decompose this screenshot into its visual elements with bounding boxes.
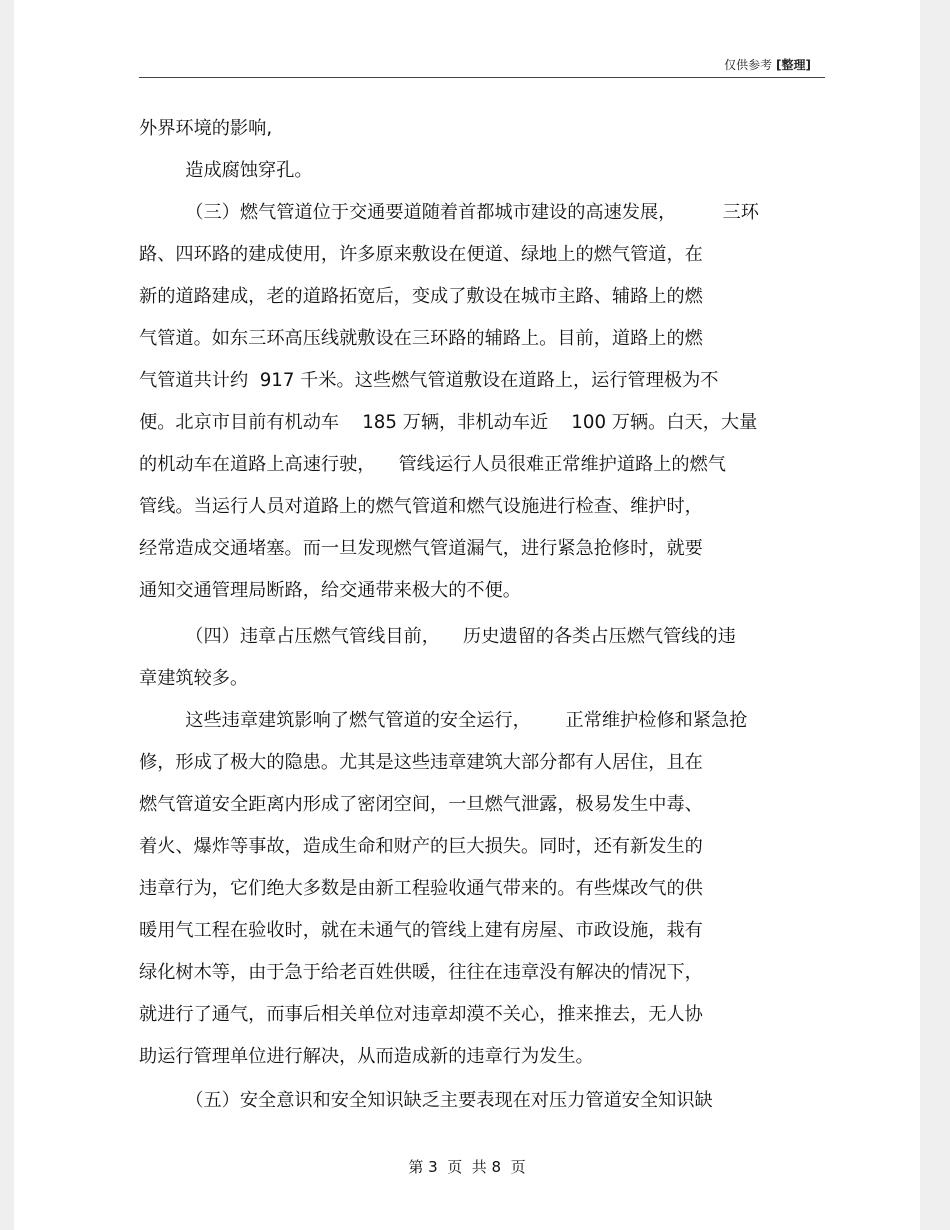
- text-line: 违章行为，它们绝大多数是由新工程验收通气带来的。有些煤改气的供: [139, 878, 703, 899]
- header-tag: [整理]: [776, 58, 811, 72]
- text-line: 修，形成了极大的隐患。尤其是这些违章建筑大部分都有人居住，且在: [139, 752, 703, 773]
- text-line: 路、四环路的建成使用，许多原来敷设在便道、绿地上的燃气管道，在: [139, 244, 703, 265]
- text-line: 管线。当运行人员对道路上的燃气管道和燃气设施进行检查、维护时，: [139, 496, 703, 517]
- text-line: （四）违章占压燃气管线目前， 历史遗留的各类占压燃气管线的违: [139, 626, 736, 647]
- document-page: [14, 0, 920, 1230]
- text-line: 外界环境的影响,: [139, 118, 273, 139]
- text-line: 通知交通管理局断路，给交通带来极大的不便。: [139, 580, 521, 601]
- page-number: 第 3 页 共 8 页: [408, 1158, 526, 1176]
- text-line: 燃气管道安全距离内形成了密闭空间，一旦燃气泄露，极易发生中毒、: [139, 794, 703, 815]
- text-line: 经常造成交通堵塞。而一旦发现燃气管道漏气，进行紧急抢修时，就要: [139, 538, 703, 559]
- header-note: 仅供参考: [724, 58, 773, 72]
- text-line: 章建筑较多。: [139, 668, 249, 689]
- text-line: 暖用气工程在验收时，就在未通气的管线上建有房屋、市政设施，栽有: [139, 920, 703, 941]
- text-line: 助运行管理单位进行解决，从而造成新的违章行为发生。: [139, 1046, 594, 1067]
- header-rule: [139, 77, 825, 78]
- page-header: [724, 56, 811, 73]
- text-line: 绿化树木等，由于急于给老百姓供暖，往往在违章没有解决的情况下，: [139, 962, 703, 983]
- text-line: 气管道。如东三环高压线就敷设在三环路的辅路上。目前，道路上的燃: [139, 328, 703, 349]
- text-line: 便。北京市目前有机动车 185 万辆，非机动车近 100 万辆。白天，大量: [139, 412, 758, 433]
- text-line: 就进行了通气，而事后相关单位对违章却漠不关心，推来推去，无人协: [139, 1004, 703, 1025]
- text-line: （五）安全意识和安全知识缺乏主要表现在对压力管道安全知识缺: [139, 1090, 713, 1111]
- text-line: 着火、爆炸等事故，造成生命和财产的巨大损失。同时，还有新发生的: [139, 836, 703, 857]
- text-line: 的机动车在道路上高速行驶， 管线运行人员很难正常维护道路上的燃气: [139, 454, 726, 475]
- text-line: 新的道路建成，老的道路拓宽后，变成了敷设在城市主路、辅路上的燃: [139, 286, 703, 307]
- text-line: 这些违章建筑影响了燃气管道的安全运行， 正常维护检修和紧急抢: [139, 710, 748, 731]
- text-line: 造成腐蚀穿孔。: [139, 160, 313, 181]
- text-line: 气管道共计约 917 千米。这些燃气管道敷设在道路上，运行管理极为不: [139, 370, 719, 391]
- text-line: （三）燃气管道位于交通要道随着首都城市建设的高速发展， 三环: [139, 202, 759, 223]
